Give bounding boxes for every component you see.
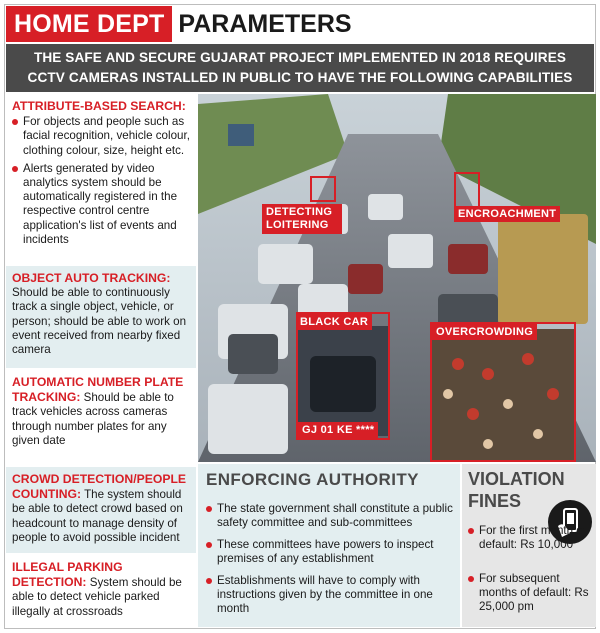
fine-text: For the first month of default: Rs 10,000 [479,524,586,552]
section-title: CROWD DETECTION/PEOPLE COUNTING: [12,472,187,502]
bullet-item [12,162,190,247]
section-body: System should be able to detect vehicle parked illegally at crossroads [12,576,182,618]
tag-black-car: BLACK CAR [296,314,372,330]
section-title: AUTOMATIC NUMBER PLATE TRACKING: [12,375,184,405]
fines-title-line: VIOLATION [468,469,565,489]
bullet-text: For objects and people such as facial recognition, vehicle colour, clothing colour, size, height etc. [23,115,190,157]
enforcing-text: These committees have powers to inspect premises of any establishment [217,538,434,566]
banner-line-1: THE SAFE AND SECURE GUJARAT PROJECT IMPLEMENTED IN 2018 REQUIRES [33,50,567,65]
section-body: Should be able to continuously track a single object, vehicle, or person; should be able to work on event received from nearby fixed camera [12,286,187,357]
tag-encroachment: ENCROACHMENT [454,206,560,222]
bullet-icon [12,119,18,125]
enforcing-item [206,574,456,617]
section-crowd-detection [6,467,196,553]
enforcing-text: The state government shall constitute a public safety committee and sub-committees [217,502,453,530]
bullet-icon [468,576,474,582]
section-body: Should be able to track vehicles across cameras through number plates for any given date [12,391,174,447]
bullet-item [12,115,190,158]
enforcing-title: ENFORCING AUTHORITY [206,470,419,489]
section-title: ATTRIBUTE-BASED SEARCH: [12,99,186,113]
black-car-box [296,312,390,440]
section-attribute-search [6,94,196,264]
section-object-tracking [6,266,196,368]
bullet-icon [12,166,18,172]
section-body: The system should be able to detect crowd based on headcount to manage density of people to avoid possible incident [12,488,183,544]
bullet-icon [206,578,212,584]
section-illegal-parking [6,555,196,627]
section-title: ILLEGAL PARKING DETECTION: [12,560,123,590]
capabilities-column [6,94,196,627]
loitering-box [310,176,336,202]
fines-title-line: FINES [468,491,522,511]
fine-text: For subsequent months of default: Rs 25,000 pm [479,572,589,614]
bullet-icon [206,542,212,548]
tag-number-plate: GJ 01 KE **** [298,422,378,438]
enforcing-text: Establishments will have to comply with instructions given by the committee in one month [217,574,433,616]
enforcing-authority-panel [198,464,460,627]
tag-loitering: DETECTING LOITERING [262,204,342,234]
fine-item [468,524,594,552]
title-rest: PARAMETERS [178,10,352,38]
page-title [6,6,352,42]
enforcing-item [206,538,456,566]
section-title: OBJECT AUTO TRACKING: [12,271,171,285]
banner-line-2: CCTV CAMERAS INSTALLED IN PUBLIC TO HAVE THE FOLLOWING CAPABILITIES [27,70,573,85]
intro-banner [6,44,594,92]
enforcing-item [206,502,456,530]
fine-item [468,572,594,615]
violation-fines-panel [462,464,596,627]
bullet-icon [468,528,474,534]
title-highlight: HOME DEPT [6,6,172,42]
bullet-icon [206,506,212,512]
overcrowding-box [430,322,576,462]
bullet-text: Alerts generated by video analytics system should be automatically registered in the respective control centre application's list of events and incidents [23,161,178,246]
tag-overcrowding: OVERCROWDING [432,324,537,340]
section-number-plate [6,370,196,465]
traffic-photo [198,94,596,462]
